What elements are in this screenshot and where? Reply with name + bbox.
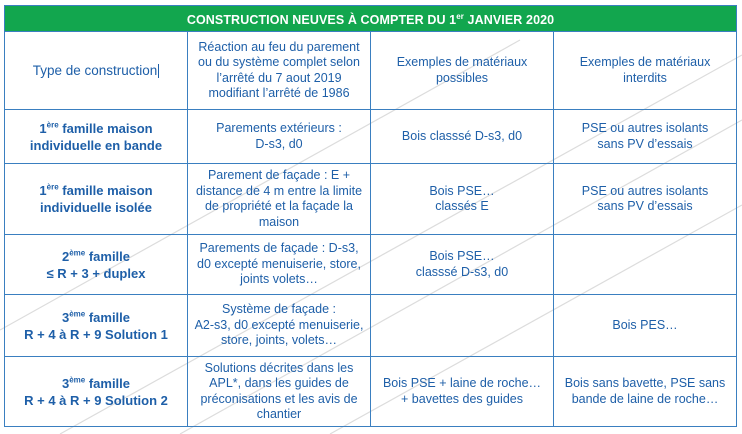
cell-construction-type: 3ème famille R + 4 à R + 9 Solution 2 <box>5 357 188 427</box>
cell-materiaux-interdits: Bois sans bavette, PSE sans bande de laine de roche… <box>554 357 737 427</box>
table-title: CONSTRUCTION NEUVES À COMPTER DU 1er JANVIER 2020 <box>5 6 737 32</box>
cell-materiaux-possibles: Bois PSE… classsé D-s3, d0 <box>371 235 554 295</box>
cell-construction-type: 3ème famille R + 4 à R + 9 Solution 1 <box>5 295 188 357</box>
cell-materiaux-interdits: PSE ou autres isolants sans PV d’essais <box>554 164 737 235</box>
table-row <box>5 295 737 357</box>
table-row <box>5 164 737 235</box>
title-row <box>5 6 737 32</box>
table-row <box>5 110 737 164</box>
header-reaction-au-feu: Réaction au feu du parement ou du système complet selon l’arrêté du 7 aout 2019 modifiant l’arrêté de 1986 <box>188 32 371 110</box>
cell-materiaux-possibles: Bois PSE… classés E <box>371 164 554 235</box>
cell-materiaux-interdits <box>554 235 737 295</box>
cell-materiaux-interdits: PSE ou autres isolants sans PV d’essais <box>554 110 737 164</box>
cell-reaction-au-feu: Parements extérieurs : D-s3, d0 <box>188 110 371 164</box>
cell-construction-type: 1ère famille maison individuelle en bande <box>5 110 188 164</box>
cell-materiaux-interdits: Bois PES… <box>554 295 737 357</box>
header-materiaux-possibles: Exemples de matériaux possibles <box>371 32 554 110</box>
table-row <box>5 235 737 295</box>
header-row <box>5 32 737 110</box>
header-materiaux-interdits: Exemples de matériaux interdits <box>554 32 737 110</box>
header-type-de-construction: Type de construction <box>5 32 188 110</box>
cell-materiaux-possibles <box>371 295 554 357</box>
cell-reaction-au-feu: Parement de façade : E + distance de 4 m entre la limite de propriété et la façade la maison <box>188 164 371 235</box>
text-cursor <box>158 64 159 78</box>
cell-reaction-au-feu: Parements de façade : D-s3, d0 excepté menuiserie, store, joints volets… <box>188 235 371 295</box>
cell-reaction-au-feu: Système de façade : A2-s3, d0 excepté menuiserie, store, joints, volets… <box>188 295 371 357</box>
cell-construction-type: 2ème famille ≤ R + 3 + duplex <box>5 235 188 295</box>
cell-reaction-au-feu: Solutions décrites dans les APL*, dans les guides de préconisations et les avis de chantier <box>188 357 371 427</box>
construction-regulations-table <box>4 5 737 427</box>
table-row <box>5 357 737 427</box>
cell-materiaux-possibles: Bois PSE + laine de roche… + bavettes des guides <box>371 357 554 427</box>
cell-construction-type: 1ère famille maison individuelle isolée <box>5 164 188 235</box>
cell-materiaux-possibles: Bois classsé D-s3, d0 <box>371 110 554 164</box>
